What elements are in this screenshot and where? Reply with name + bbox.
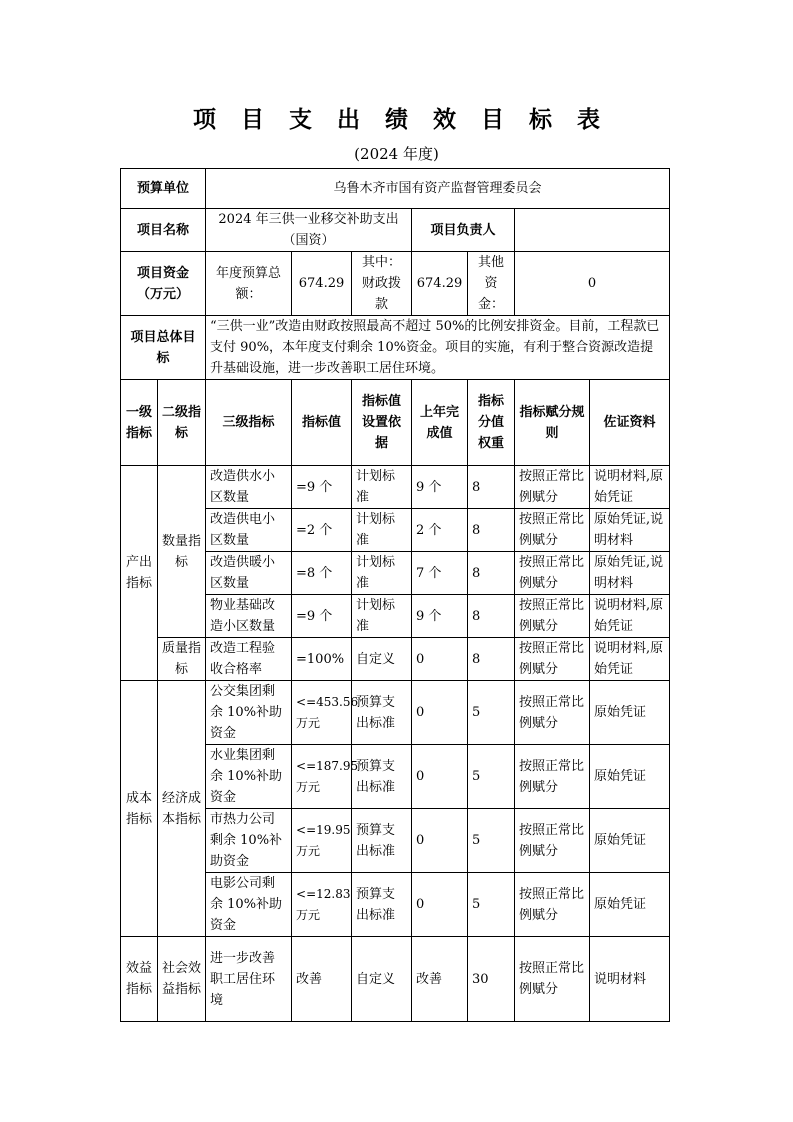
funds-row: [121, 252, 670, 316]
table-row: [121, 466, 670, 509]
indicator-weight: 5: [468, 809, 515, 873]
indicator-value: =9 个: [292, 466, 352, 509]
indicator-weight: 30: [468, 937, 515, 1022]
evidence: 说明材料,原始凭证: [590, 638, 670, 681]
indicator-value: =8 个: [292, 552, 352, 595]
indicator-weight: 8: [468, 595, 515, 638]
budget-unit-row: [121, 169, 670, 209]
indicator-basis: 预算支出标准: [352, 873, 412, 937]
header-row: [121, 380, 670, 466]
indicator-weight: 8: [468, 638, 515, 681]
indicator-name: 改造工程验收合格率: [206, 638, 292, 681]
header-cell: 二级指标: [158, 380, 206, 466]
last-year-value: 9 个: [412, 595, 468, 638]
table-row: [121, 638, 670, 681]
last-year-value: 0: [412, 638, 468, 681]
last-year-value: 0: [412, 745, 468, 809]
indicator-basis: 计划标准: [352, 552, 412, 595]
scoring-rule: 按照正常比例赋分: [515, 681, 590, 745]
other-funds-value: 0: [515, 252, 670, 316]
scoring-rule: 按照正常比例赋分: [515, 552, 590, 595]
scoring-rule: 按照正常比例赋分: [515, 509, 590, 552]
goal-row: [121, 316, 670, 380]
indicator-basis: 预算支出标准: [352, 809, 412, 873]
level2-economic: 经济成本指标: [158, 681, 206, 937]
indicator-value: <=187.95 万元: [292, 745, 352, 809]
indicator-value: =100%: [292, 638, 352, 681]
funds-label: 项目资金（万元）: [121, 252, 206, 316]
indicator-name: 物业基础改造小区数量: [206, 595, 292, 638]
indicator-name: 改造供暖小区数量: [206, 552, 292, 595]
scoring-rule: 按照正常比例赋分: [515, 873, 590, 937]
indicator-basis: 预算支出标准: [352, 681, 412, 745]
header-cell: 指标值: [292, 380, 352, 466]
annual-budget-value: 674.29: [292, 252, 352, 316]
table-row: [121, 937, 670, 1022]
indicator-name: 改造供电小区数量: [206, 509, 292, 552]
indicator-weight: 8: [468, 509, 515, 552]
evidence: 原始凭证: [590, 681, 670, 745]
header-cell: 上年完成值: [412, 380, 468, 466]
table-row: [121, 681, 670, 745]
evidence: 原始凭证,说明材料: [590, 509, 670, 552]
indicator-basis: 计划标准: [352, 466, 412, 509]
indicator-value: <=12.83 万元: [292, 873, 352, 937]
indicator-basis: 预算支出标准: [352, 745, 412, 809]
indicator-weight: 8: [468, 466, 515, 509]
page-title: 项目支出绩效目标表: [193, 107, 625, 133]
indicator-name: 电影公司剩余 10%补助资金: [206, 873, 292, 937]
header-cell: 指标分值权重: [468, 380, 515, 466]
last-year-value: 9 个: [412, 466, 468, 509]
fiscal-funds-value: 674.29: [412, 252, 468, 316]
indicator-name: 公交集团剩余 10%补助资金: [206, 681, 292, 745]
evidence: 说明材料,原始凭证: [590, 595, 670, 638]
last-year-value: 0: [412, 809, 468, 873]
fiscal-year: (2024 年度): [354, 145, 439, 163]
project-name-value: 2024 年三供一业移交补助支出（国资）: [206, 209, 412, 252]
scoring-rule: 按照正常比例赋分: [515, 937, 590, 1022]
project-name-label: 项目名称: [121, 209, 206, 252]
indicator-basis: 自定义: [352, 937, 412, 1022]
indicator-basis: 计划标准: [352, 595, 412, 638]
goal-label: 项目总体目标: [121, 316, 206, 380]
level1-output: 产出指标: [121, 466, 158, 681]
scoring-rule: 按照正常比例赋分: [515, 638, 590, 681]
scoring-rule: 按照正常比例赋分: [515, 466, 590, 509]
scoring-rule: 按照正常比例赋分: [515, 745, 590, 809]
evidence: 说明材料,原始凭证: [590, 466, 670, 509]
scoring-rule: 按照正常比例赋分: [515, 809, 590, 873]
indicator-weight: 5: [468, 681, 515, 745]
last-year-value: 0: [412, 681, 468, 745]
header-cell: 佐证资料: [590, 380, 670, 466]
indicator-value: <=453.56 万元: [292, 681, 352, 745]
evidence: 原始凭证,说明材料: [590, 552, 670, 595]
budget-unit-label: 预算单位: [121, 169, 206, 209]
header-cell: 指标赋分规则: [515, 380, 590, 466]
level2-quantity: 数量指标: [158, 466, 206, 638]
project-leader-label: 项目负责人: [412, 209, 515, 252]
project-name-row: [121, 209, 670, 252]
indicator-value: =2 个: [292, 509, 352, 552]
indicator-name: 市热力公司剩余 10%补助资金: [206, 809, 292, 873]
header-cell: 一级指标: [121, 380, 158, 466]
indicator-weight: 8: [468, 552, 515, 595]
level1-benefit: 效益指标: [121, 937, 158, 1022]
indicator-value: <=19.95 万元: [292, 809, 352, 873]
performance-table: [120, 168, 670, 1022]
project-leader-value: [515, 209, 670, 252]
indicator-name: 进一步改善职工居住环境: [206, 937, 292, 1022]
evidence: 原始凭证: [590, 809, 670, 873]
level2-quality: 质量指标: [158, 638, 206, 681]
indicator-basis: 计划标准: [352, 509, 412, 552]
last-year-value: 7 个: [412, 552, 468, 595]
evidence: 原始凭证: [590, 873, 670, 937]
budget-unit-value: 乌鲁木齐市国有资产监督管理委员会: [206, 169, 670, 209]
indicator-basis: 自定义: [352, 638, 412, 681]
goal-value: “三供一业”改造由财政按照最高不超过 50%的比例安排资金。目前，工程款已支付 90%，本年度支付剩余 10%资金。项目的实施，有利于整合资源改造提升基础设施，进一步改善职工居住环境。: [206, 316, 670, 380]
evidence: 原始凭证: [590, 745, 670, 809]
indicator-value: =9 个: [292, 595, 352, 638]
last-year-value: 改善: [412, 937, 468, 1022]
header-cell: 三级指标: [206, 380, 292, 466]
indicator-value: 改善: [292, 937, 352, 1022]
indicator-name: 水业集团剩余 10%补助资金: [206, 745, 292, 809]
evidence: 说明材料: [590, 937, 670, 1022]
indicator-name: 改造供水小区数量: [206, 466, 292, 509]
other-funds-label: 其他资金：: [468, 252, 515, 316]
annual-budget-label: 年度预算总额：: [206, 252, 292, 316]
level2-social: 社会效益指标: [158, 937, 206, 1022]
level1-cost: 成本指标: [121, 681, 158, 937]
indicator-weight: 5: [468, 873, 515, 937]
last-year-value: 0: [412, 873, 468, 937]
last-year-value: 2 个: [412, 509, 468, 552]
header-cell: 指标值设置依据: [352, 380, 412, 466]
scoring-rule: 按照正常比例赋分: [515, 595, 590, 638]
indicator-weight: 5: [468, 745, 515, 809]
fiscal-funds-label: 其中：财政拨款: [352, 252, 412, 316]
